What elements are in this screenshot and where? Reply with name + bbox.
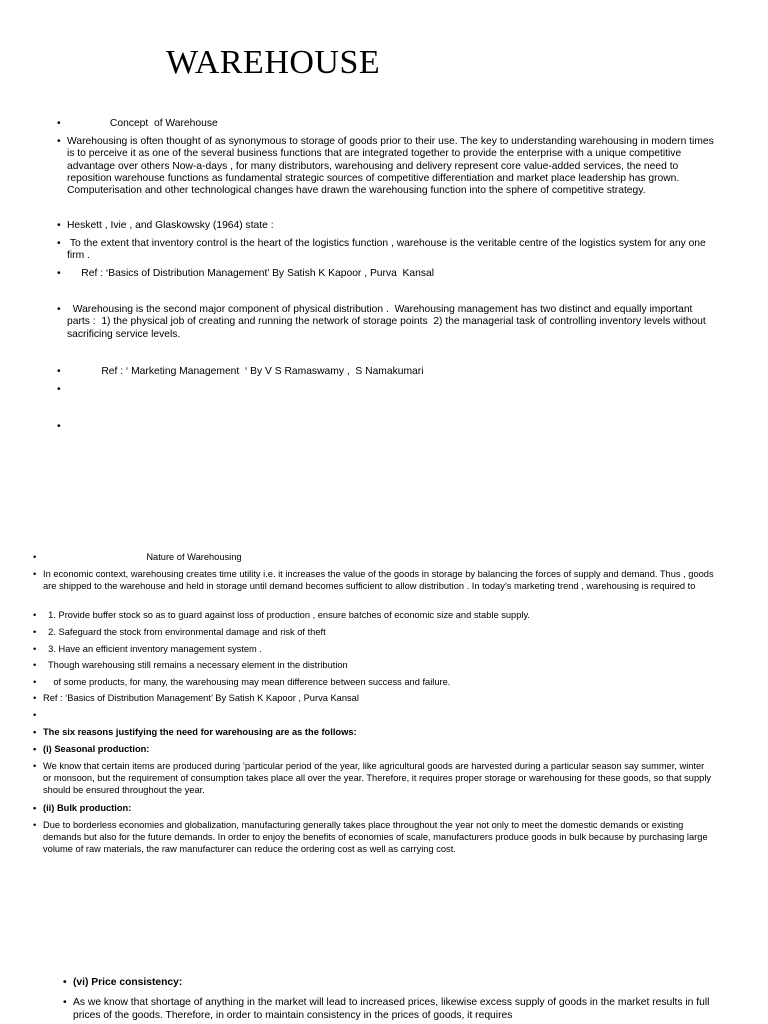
bulk-production-paragraph: • Due to borderless economies and globalization, manufacturing generally takes place throughout the year not only to meet the domestic demands or existing demands but also for the future demands. In order to enjoy the benefits of economies of scale, manufacturers produce goods in bulk because by purchasing large volume of raw materials, the raw manufacturer can reduce the ordering cost as well as carrying cost. [43,819,715,855]
ref-distribution-1: • Ref : ‘Basics of Distribution Management’ By Satish K Kapoor , Purva Kansal [67,268,715,280]
list-item: • of some products, for many, the warehousing may mean difference between success and failure. [43,676,715,688]
physical-distribution-paragraph: • Warehousing is the second major component of physical distribution . Warehousing management has two distinct and equally important parts : 1) the physical job of creating and running the network of storage points 2) the managerial task of controlling inventory levels without sacrificing service levels. [67,304,715,341]
list-item: • Though warehousing still remains a necessary element in the distribution [43,659,715,671]
ref-marketing-management: • Ref : ‘ Marketing Management ‘ By V S Ramaswamy , S Namakumari [67,366,715,378]
heskett-line: • Heskett , Ivie , and Glaskowsky (1964) state : [67,220,715,232]
empty-bullet [67,384,715,396]
concept-paragraph: • Warehousing is often thought of as synonymous to storage of goods prior to their use. The key to understanding warehousing in modern times is to perceive it as one of the several business functions that are integrated together to provide the enterprise with a unique competitive advantage over others Now-a-days , for many distributors, warehousing and delivery represent core value-added services, the need to reposition warehouse functions as fundamental strategic sources of competitive differentiation and market place leadership has grown. Computerisation and other technological changes have drawn the warehousing function into the sphere of competitive strategy. [67,136,715,198]
list-item: • 3. Have an efficient inventory management system . [43,643,715,655]
nature-heading: • Nature of Warehousing [43,551,715,563]
economic-context-paragraph: • In economic context, warehousing creates time utility i.e. it increases the value of the goods in storage by balancing the forces of supply and demand. Thus , goods are shipped to the warehouse and held in storage until demand becomes sufficient to allow distribution . In today’s marketing trend , warehousing is required to [43,568,715,592]
six-reasons-heading: • The six reasons justifying the need for warehousing are as the follows: [43,726,715,738]
list-item: • 1. Provide buffer stock so as to guard against loss of production , ensure batches of economic size and stable supply. [43,609,715,621]
price-consistency-paragraph: • As we know that shortage of anything in the market will lead to increased prices, likewise excess supply of goods in the market results in full prices of the goods. Therefore, in order to maintain consistency in the prices of goods, it requires [73,996,723,1023]
list-item: • 2. Safeguard the stock from environmental damage and risk of theft [43,626,715,638]
seasonal-production-paragraph: • We know that certain items are produced during ‘particular period of the year, like agricultural goods are harvested during a particular season say summer, winter or monsoon, but the requirement of consumption takes place all over the year. Therefore, it requires proper storage or warehousing for these goods, so that supply should be ensured throughout the year. [43,760,715,796]
empty-bullet [43,709,715,720]
empty-bullet [67,421,715,433]
price-consistency-heading: • (vi) Price consistency: [73,976,723,989]
ref-distribution-2: • Ref : ‘Basics of Distribution Management’ By Satish K Kapoor , Purva Kansal [43,692,715,704]
concept-heading: • Concept of Warehouse [67,118,715,130]
page-title: WAREHOUSE [166,44,381,81]
seasonal-production-heading: • (i) Seasonal production: [43,743,715,755]
bulk-production-heading: • (ii) Bulk production: [43,802,715,814]
inventory-control-quote: • To the extent that inventory control is the heart of the logistics function , warehouse is the veritable centre of the logistics system for any one firm . [67,238,715,263]
